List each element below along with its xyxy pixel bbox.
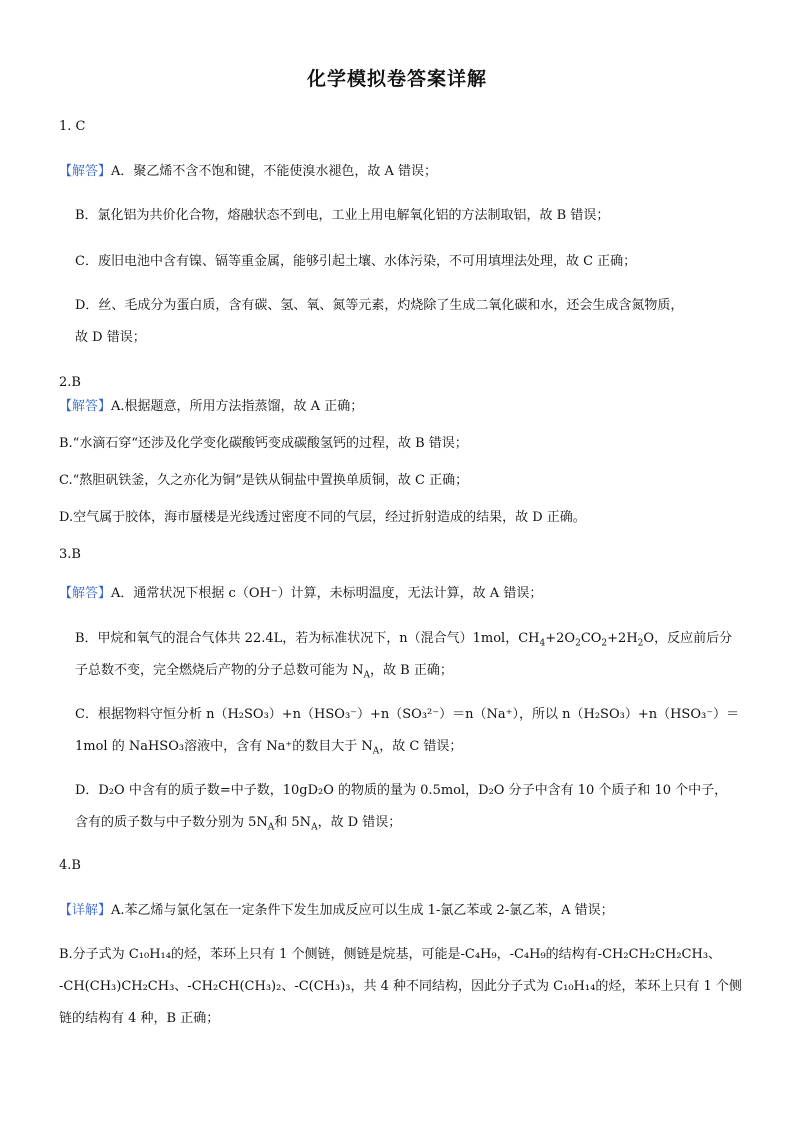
q1-tag: 【解答】 bbox=[59, 164, 112, 179]
page-title: 化学模拟卷答案详解 bbox=[306, 68, 487, 90]
q2-option-d: D.空气属于胶体，海市蜃楼是光线透过密度不同的气层，经过折射造成的结果，故 D 正确。 bbox=[59, 510, 586, 525]
q1-option-d-line2: 故 D 错误； bbox=[75, 330, 146, 345]
q2-option-c: C.“熬胆矾铁釜，久之亦化为铜”是铁从铜盐中置换单质铜，故 C 正确； bbox=[59, 473, 469, 488]
q2-option-b: B.“水滴石穿“还涉及化学变化碳酸钙变成碳酸氢钙的过程，故 B 错误； bbox=[59, 436, 468, 451]
q4-option-b-line1: B.分子式为 C₁₀H₁₄的烃，苯环上只有 1 个侧链，侧链是烷基，可能是-C₄H₉，-C₄H₉的结构有-CH₂CH₂CH₂CH₃、 bbox=[59, 947, 722, 962]
q4-answer: 4.B bbox=[59, 858, 81, 873]
q2-option-a bbox=[59, 398, 363, 416]
q3-option-d-line2: 含有的质子数与中子数分别为 $5N_A$和 $5N_A$，故 D 错误； bbox=[75, 815, 402, 833]
q1-option-c: C．废旧电池中含有镍、镉等重金属，能够引起土壤、水体污染，不可用填埋法处理，故 C 正确； bbox=[75, 254, 637, 269]
q1-answer: 1. C bbox=[59, 119, 86, 134]
q3-option-b-line1: B．甲烷和氧气的混合气体共 22.4L，若为标准状况下，n（混合气）1mol，$CH_4+2O_2CO_2+2H_2O$，反应前后分 bbox=[75, 631, 733, 649]
q3-option-c-line1: C．根据物料守恒分析 n（H₂SO₃）+n（HSO₃⁻）+n（SO₃²⁻）＝n（Na⁺），所以 n（H₂SO₃）+n（HSO₃⁻）＝ bbox=[75, 707, 740, 722]
q1-a-text: A．聚乙烯不含不饱和键，不能使溴水褪色，故 A 错误； bbox=[111, 164, 438, 179]
q2-tag: 【解答】 bbox=[59, 399, 112, 414]
q1-option-b: B．氯化铝为共价化合物，熔融状态不到电，工业上用电解氧化铝的方法制取铝，故 B 错误； bbox=[75, 208, 610, 223]
q4-tag: 【详解】 bbox=[59, 903, 112, 918]
q4-option-b-line2: -CH(CH₃)CH₂CH₃、-CH₂CH(CH₃)₂、-C(CH₃)₃，共 4 种不同结构，因此分子式为 C₁₀H₁₄的烃，苯环上只有 1 个侧 bbox=[59, 979, 742, 994]
q2-answer: 2.B bbox=[59, 375, 81, 390]
q3-answer: 3.B bbox=[59, 547, 81, 562]
q3-option-c-line2: 1mol 的 NaHSO₃溶液中，含有 Na⁺的数目大于 $N_A$，故 C 错误； bbox=[75, 739, 463, 757]
q3-a-text: A．通常状况下根据 c（OH⁻）计算，未标明温度，无法计算，故 A 错误； bbox=[111, 586, 543, 601]
q2-a-text: A.根据题意，所用方法指蒸馏，故 A 正确； bbox=[111, 399, 364, 414]
q1-option-d-line1: D．丝、毛成分为蛋白质，含有碳、氢、氧、氮等元素，灼烧除了生成二氧化碳和水，还会生成含氮物质， bbox=[75, 298, 684, 313]
q1-option-a bbox=[59, 163, 437, 181]
q4-a-text: A.苯乙烯与氯化氢在一定条件下发生加成反应可以生成 1-氯乙苯或 2-氯乙苯，A 错误； bbox=[111, 903, 614, 918]
q4-option-a bbox=[59, 902, 614, 920]
q4-option-b-line3: 链的结构有 4 种，B 正确； bbox=[59, 1011, 220, 1026]
q3-option-b-line2: 子总数不变，完全燃烧后产物的分子总数可能为 $N_A$，故 B 正确； bbox=[75, 663, 453, 681]
q3-tag: 【解答】 bbox=[59, 586, 112, 601]
q3-option-d-line1: D．D₂O 中含有的质子数=中子数，10gD₂O 的物质的量为 0.5mol，D₂O 分子中含有 10 个质子和 10 个中子， bbox=[75, 783, 728, 798]
q3-option-a bbox=[59, 585, 542, 603]
